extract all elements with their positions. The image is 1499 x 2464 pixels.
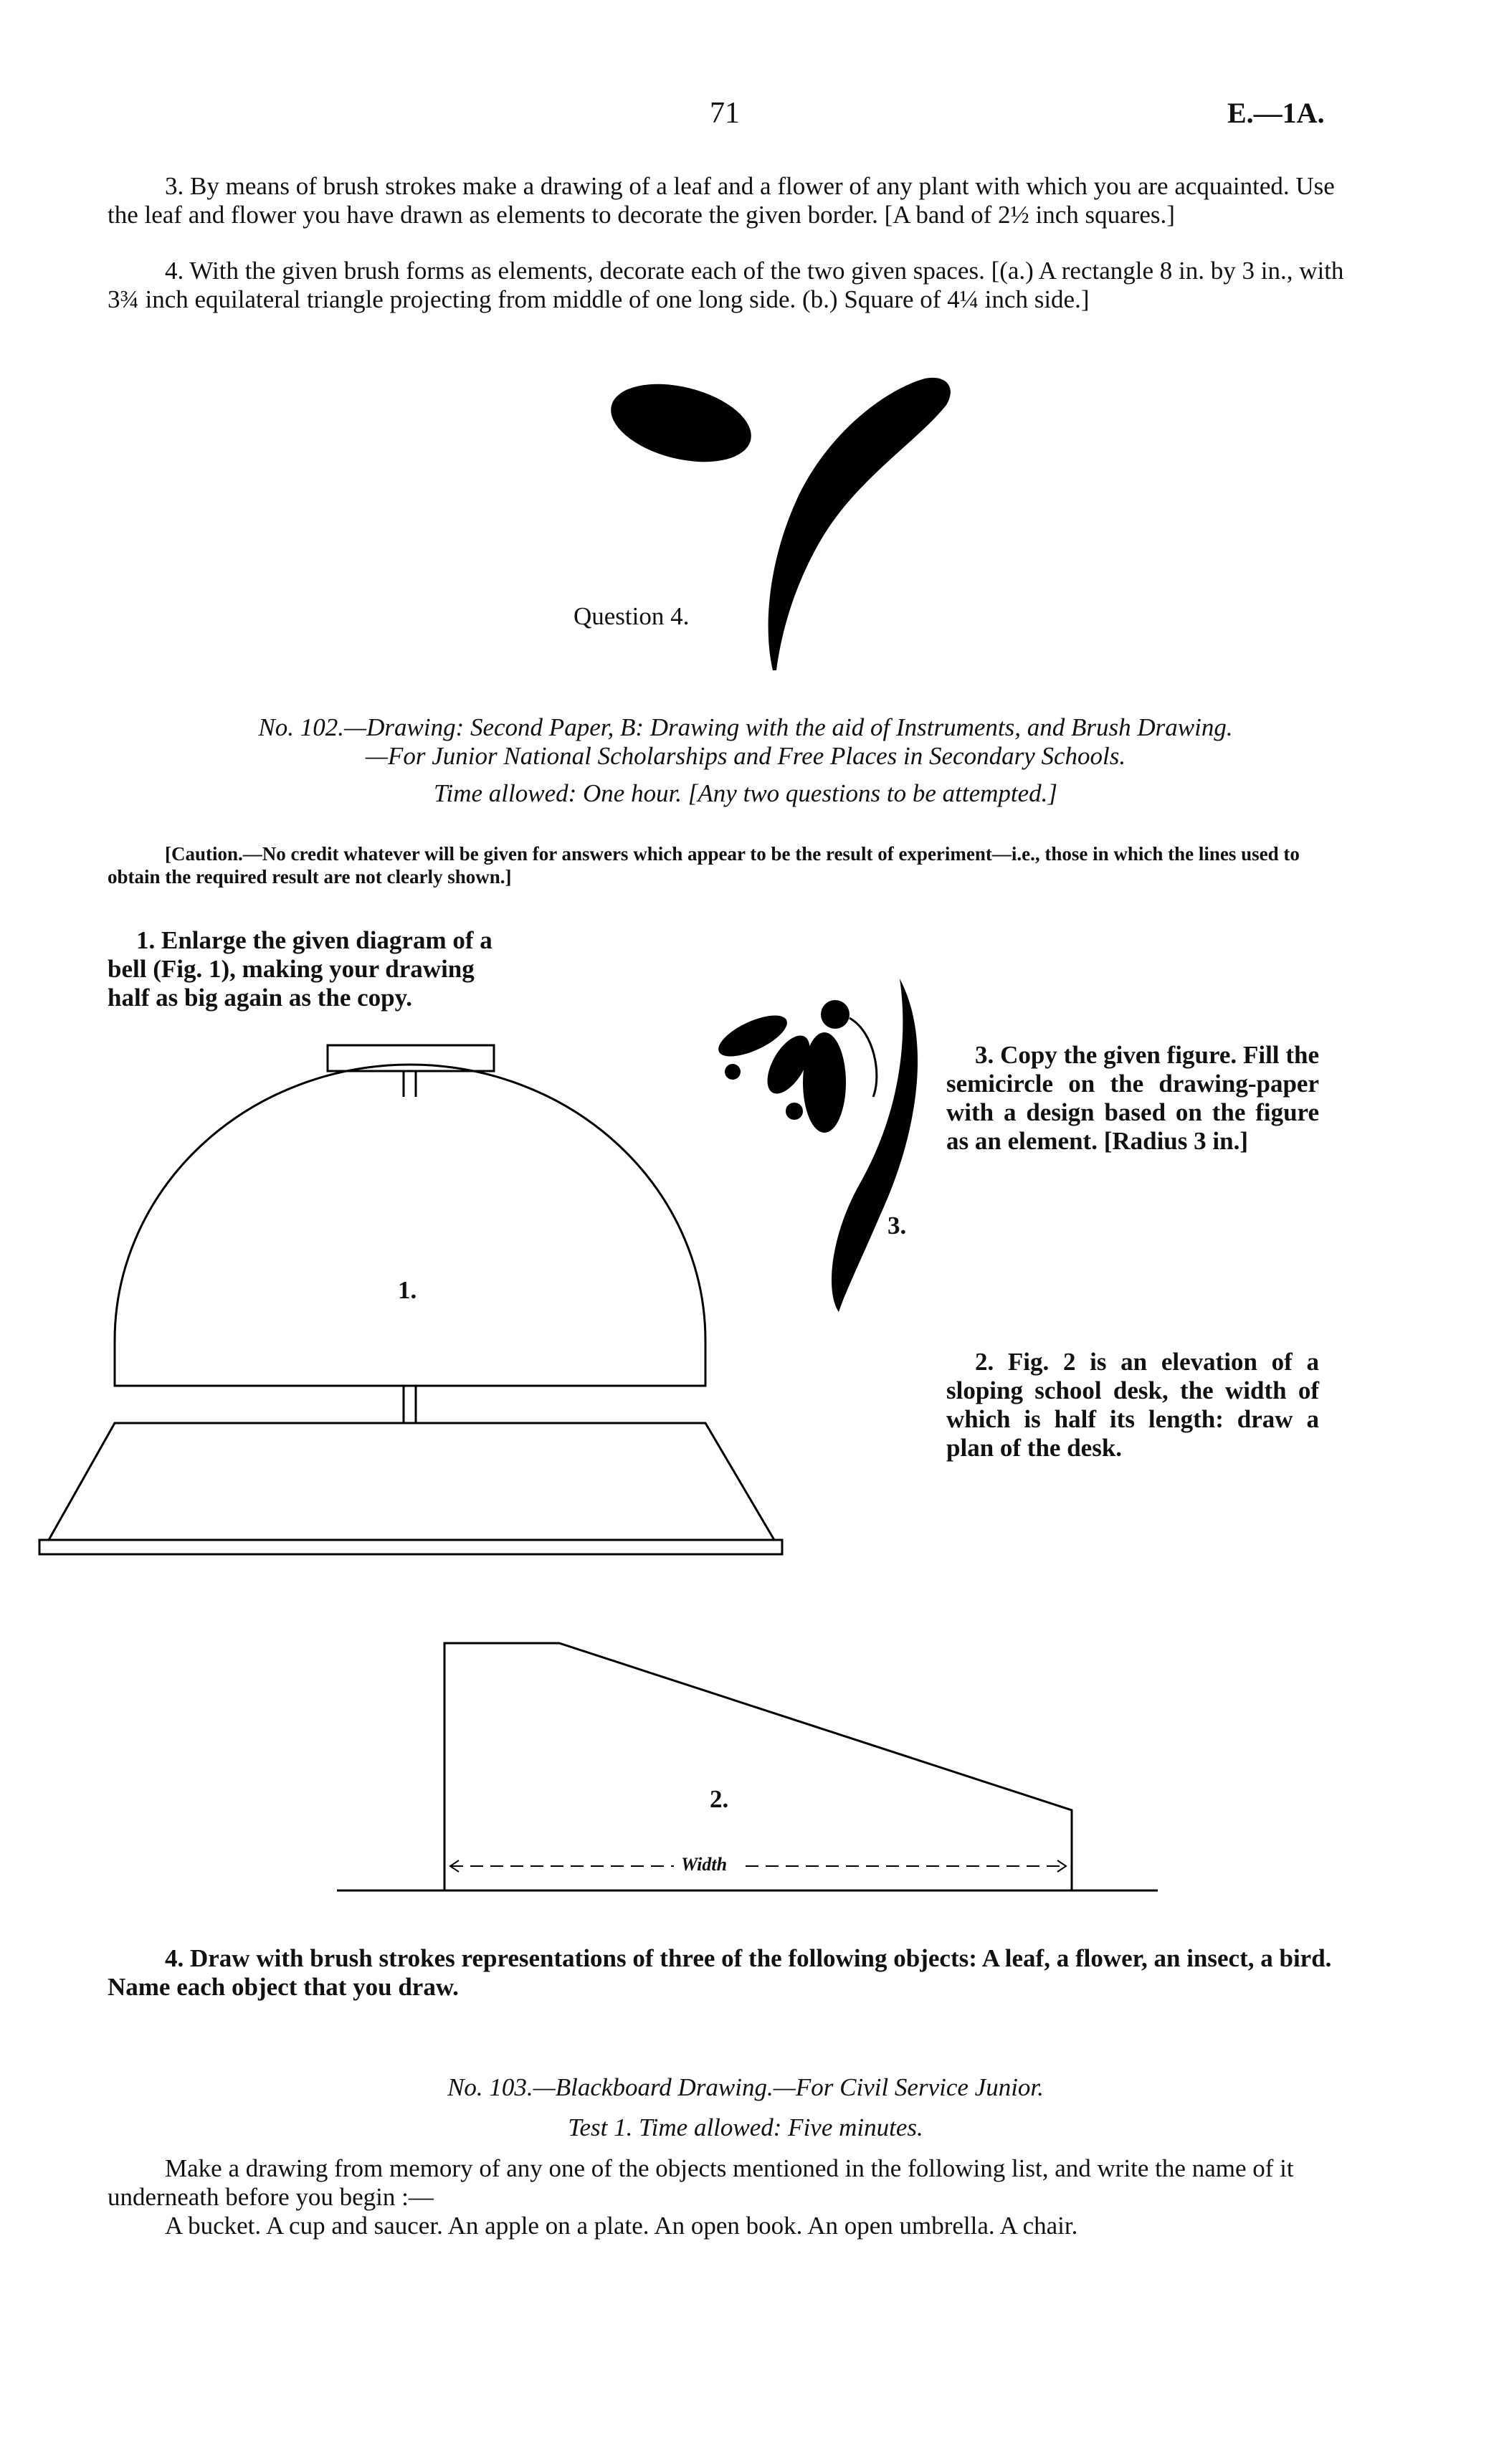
- no103-test-time: Test 1. Time allowed: Five minutes.: [568, 2113, 923, 2141]
- figure-2-label: 2.: [710, 1785, 729, 1813]
- no102-question-1: 1. Enlarge the given diagram of a bell (Fig. 1), making your drawing half as big again as the copy.: [108, 926, 492, 1012]
- question-4-caption: Question 4.: [574, 602, 690, 630]
- no102-question-3: 3. Copy the given figure. Fill the semicircle on the drawing-paper with a design based on the figure as an element. [Radius 3 in.]: [946, 1041, 1319, 1155]
- no103-instructions: Make a drawing from memory of any one of the objects mentioned in the following list, and write the name of it underneath before you begin :—: [108, 2154, 1294, 2211]
- document-reference: E.—1A.: [1227, 97, 1325, 129]
- figure-1-label: 1.: [398, 1276, 417, 1304]
- question-4-brush-forms: 4. With the given brush forms as elements, decorate each of the two given spaces. [(a.) A rectangle 8 in. by 3 in., with 3¾ inch equilateral triangle projecting from middle of one long side. (b.) Square of 4¼ inch side.]: [108, 257, 1344, 313]
- page-number: 71: [710, 97, 740, 130]
- desk-outline: [444, 1643, 1072, 1890]
- figure-3-label: 3.: [887, 1212, 907, 1240]
- no103-title: No. 103.—Blackboard Drawing.—For Civil Service Junior.: [447, 2073, 1044, 2101]
- question-3-brush-leaf-flower: 3. By means of brush strokes make a drawing of a leaf and a flower of any plant with which you are acquainted. Use the leaf and flower you have drawn as elements to decorate the given border. [A band of 2½ inch squares.]: [108, 172, 1335, 229]
- no102-title-line2: —For Junior National Scholarships and Free Places in Secondary Schools.: [365, 742, 1126, 770]
- no103-object-list: A bucket. A cup and saucer. An apple on a plate. An open book. An open umbrella. A chair.: [165, 2212, 1078, 2240]
- no102-time-allowed: Time allowed: One hour. [Any two questions to be attempted.]: [433, 779, 1058, 807]
- no102-caution: [Caution.—No credit whatever will be given for answers which appear to be the result of experiment—i.e., those in which the lines used to obtain the required result are not clearly shown.]: [108, 843, 1300, 888]
- no102-title-line1: No. 102.—Drawing: Second Paper, B: Drawing with the aid of Instruments, and Brush Drawing.: [258, 713, 1233, 741]
- no102-question-2: 2. Fig. 2 is an elevation of a sloping school desk, the width of which is half its length: draw a plan of the desk.: [946, 1348, 1319, 1462]
- no102-question-4: 4. Draw with brush strokes representations of three of the following objects: A leaf, a flower, an insect, a bird. Name each object that you draw.: [108, 1944, 1332, 2001]
- width-dimension-label: Width: [681, 1854, 728, 1875]
